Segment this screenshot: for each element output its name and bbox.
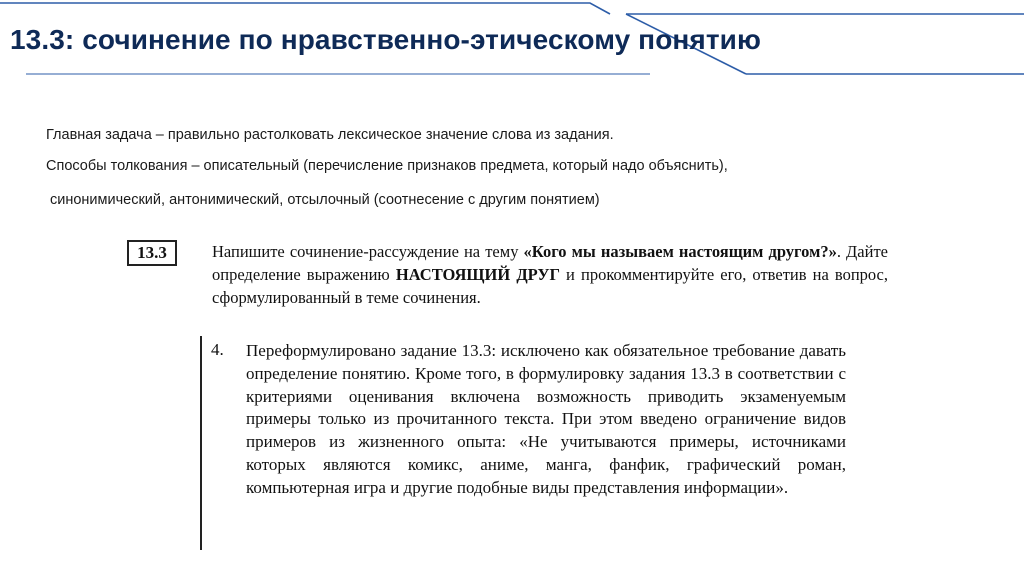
body-line-1: Главная задача – правильно растолковать лексическое значение слова из задания. [46, 127, 614, 143]
note-left-bar [200, 336, 202, 550]
note-text: Переформулировано задание 13.3: исключено как обязательное требование давать определение понятию. Кроме того, в формулировку задания 13.3 в соответствии с критериями оценивания включена возможность приводить экзаменуемым примеры только из прочитанного текста. При этом введено ограничение видов примеров из жизненного опыта: «Не учитываются примеры, источниками которых являются комикс, аниме, манга, фанфик, графический роман, компьютерная игра и другие подобные виды представления информации». [246, 341, 846, 497]
task-number-box [127, 240, 177, 266]
task-number: 13.3 [137, 243, 167, 262]
body-line-2: Способы толкования – описательный (перечисление признаков предмета, который надо объяснить), [46, 158, 728, 174]
task-text-2: . Дайте определение выражению [212, 242, 888, 284]
note-number: 4. [211, 340, 224, 359]
task-topic: «Кого мы называем настоящим другом?» [523, 242, 837, 261]
task-text-3: и прокомментируйте его, ответив на вопрос, сформулированный в теме сочинения. [212, 265, 889, 307]
task-term: НАСТОЯЩИЙ ДРУГ [395, 265, 560, 284]
task-text-1: Напишите сочинение-рассуждение на тему [212, 242, 524, 261]
top-rule-left [0, 3, 610, 14]
body-line-3: синонимический, антонимический, отсылочный (соотнесение с другим понятием) [50, 192, 600, 208]
task-statement [212, 240, 888, 309]
slide-title: 13.3: сочинение по нравственно-этическому понятию [10, 24, 761, 55]
